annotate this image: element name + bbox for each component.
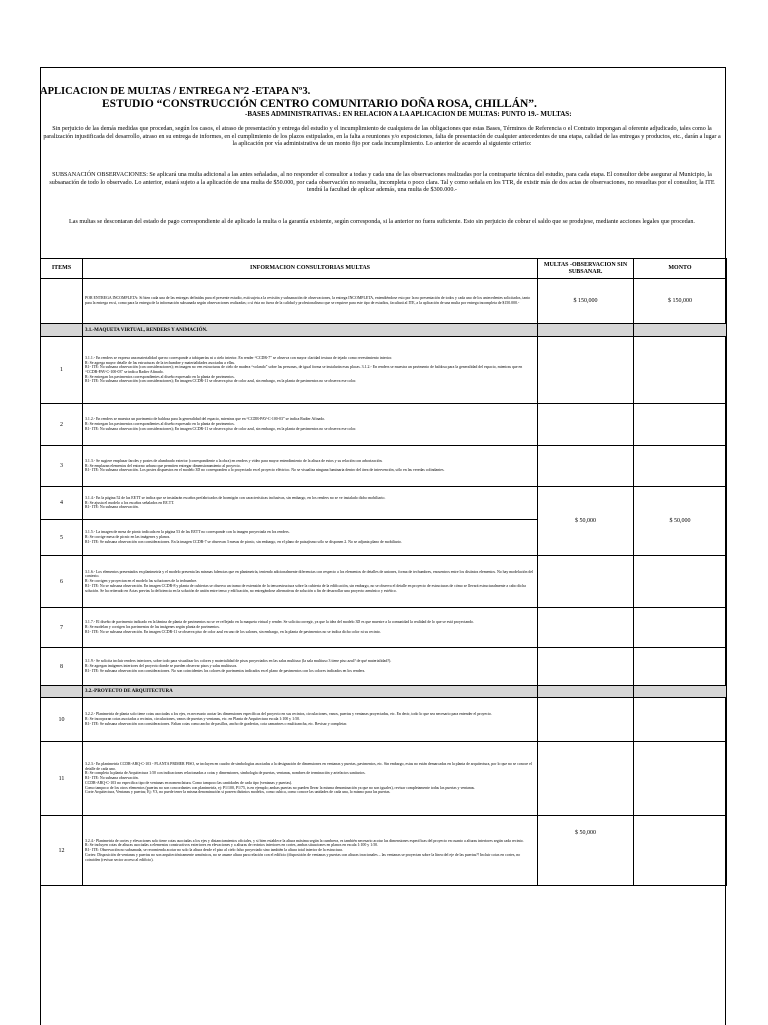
row-line: R1- ITE: No subsana observación (con consideraciones); En imagen CCDR-11 se observa piso de color azul, sin embargo, en la planta de pavimentos no se observa ese color. — [85, 379, 357, 384]
row-line: R: Se ajusta el modelo a los escaños señalados en EE.TT. — [85, 500, 175, 505]
row-item-number: 5 — [41, 520, 83, 556]
row-item-number: 10 — [41, 698, 83, 742]
row-line: R1- ITE: Observación no subsanada, se recomienda acotar no solo la altura desde el piso al cielo falso proyectado sino también la altura total interior de la estructura. — [85, 848, 343, 853]
table-row — [41, 742, 727, 816]
row-line: R1- ITE: No se subsana observación. En imagen CCDR-8 y planta de cubiertas se observa un tramo de extensión de la tensoestructura sobre la cubierta de la edificación, sin embargo, no se observa el detalle en proyecto de estructuras de cómo se llevará estructuralmente a cabo dicha solución. Se ha reiterado en Actas previas la deficiencia en la solución de unión entre tenso y edificación, no entregándose alternativas de solución a fin de desarrollar una proyecto armónico y estético. — [85, 583, 526, 593]
row-multa — [538, 648, 634, 686]
row-monto — [634, 648, 727, 686]
row-line: R: Se completa la planta de Arquitectura 1:50 con indicaciones relacionadas a cotas y dimensiones, simbología de puertas, ventanas, nombres de terminación y artefactos sanitarios. — [85, 771, 366, 776]
row-line: R1- ITE: No subsana observación (con consideraciones); en imagen no ven estructuras de cielo de madera “volando” sobre las personas, de igual forma se instalarán esas placas. 3.1.2.- En renders se muestra un pavimento de baldosa para la generalidad del espacio, mientras que en “CCDR-PAV-C-100-03” se indica Radier Afinado. — [85, 365, 523, 374]
row-multa — [538, 556, 634, 608]
row-multa — [538, 446, 634, 487]
row-text — [83, 404, 538, 446]
row-line: 3.1.3.- Se sugiere emplazar faroles y postes de alumbrado exterior (correspondiente a la obra) en renders y video para mayor entendimiento de la altura de estos y su relación con arborización. — [85, 458, 383, 463]
header-line-2: ESTUDIO “CONSTRUCCIÓN CENTRO COMUNITARIO DOÑA ROSA, CHILLÁN”. — [102, 98, 537, 110]
row-item-number: 8 — [41, 648, 83, 686]
document-header — [40, 86, 724, 119]
row-monto — [634, 556, 727, 608]
row-line: R: Se entregan los pavimentos correspondientes al diseño expresado en la planta de pavimentos. — [85, 374, 235, 379]
penalties-table — [40, 258, 727, 886]
row-item-number: 4 — [41, 487, 83, 520]
row-line: R: Se agregan imágenes interiores del proyecto donde se pueden observar pisos y salas multiusos. — [85, 664, 238, 669]
row-line: 3.1.5.- La imagen de mesa de picnic indicada en la página 53 de las EETT no corresponde con la imagen proyectada en los renders. — [85, 530, 290, 535]
section-title-2: 3.2.-PROYECTO DE ARQUITECTURA — [83, 686, 538, 698]
row-line: 3.1.1.- En renders se expresa una materialidad que no corresponde a tabiquerías ni a cielo interior. En render “CCDR-7” se observa con mayor claridad textura de tejado como revestimiento interior. — [85, 355, 393, 360]
row-multa: $ 50,000 — [538, 487, 634, 556]
row-item-number: 3 — [41, 446, 83, 487]
row-line: Como tampoco de los otros elementos (puertas no son concordantes con planimetría, ej: P1/100, P1/75, ts en ejemplo; ambas puertas no pueden llevar la misma denominación ya que no son iguales), revisar completamente todas las puertas y ventanas. — [85, 785, 476, 790]
incomplete-multa: $ 150,000 — [538, 279, 634, 324]
row-line: R1- ITE: No subsana observación. — [85, 505, 139, 510]
section-title-1: 3.1.-MAQUETA VIRTUAL, RENDERS Y ANIMACIÓN. — [83, 324, 538, 337]
row-line: R: Se incorporan cotas asociadas a recintos, circulaciones, vanos de puertas y ventanas, etc. en Planta de Arquitectura escala 1:100 y 1:50. — [85, 717, 300, 722]
row-text — [83, 698, 538, 742]
col-header-info: INFORMACION CONSULTORIAS MULTAS — [83, 259, 538, 279]
row-text — [83, 648, 538, 686]
incomplete-monto: $ 150,000 — [634, 279, 727, 324]
row-line: 3.1.9.- Se solicita incluir renders interiores, sobre todo para visualizar los colores y materialidad de pisos proyectados en las salas multiuso (la sala multiuso 3 tiene piso azul? de qué materialidad?). — [85, 659, 392, 664]
row-line: R1- ITE: Se subsana observación con consideraciones. Faltan cotas como ancho de pasillos, ancho de graderías, cota camarines o multicancha, etc. Revisar y completar. — [85, 721, 347, 726]
row-line: R1- ITE: No subsana observación. Los postes dispuestos en el modelo 3D no corresponden a lo proyectado en el proyecto eléctrico. No se visualiza ninguna luminaria dentro del área de intervención, sólo en las veredas colindantes. — [85, 468, 445, 473]
row-item-number: 7 — [41, 608, 83, 648]
row-line: R: Se incluyen cotas de alturas asociadas a elementos constructivos exteriores en elevaciones y a alturas de recintos interiores en cortes, ambas situaciones en planos en escala 1:100 y 1:50. — [85, 843, 379, 848]
col-header-monto: MONTO — [634, 259, 727, 279]
row-line: 3.1.4.- En la página 52 de las EETT se indica que se instalarán escaños prefabricados de hormigón con características inclusivas, sin embargo, en los renders no se ve instalado dicho mobiliario. — [85, 495, 386, 500]
header-line-3: -BASES ADMINISTRATIVAS.: EN RELACION A LA APLICACION DE MULTAS: PUNTO 19.- MULTAS: — [245, 110, 572, 118]
row-text — [83, 487, 538, 520]
row-line: R1- ITE: No subsana observación (con consideraciones); En imagen CCDR-11 se observa piso de color azul, sin embargo, en la planta de pavimentos no se observa ese color. — [85, 426, 357, 431]
col-header-multas: MULTAS -OBSERVACION SIN SUBSANAR. — [538, 259, 634, 279]
row-monto: $ 50,000 — [634, 487, 727, 556]
row-monto — [634, 404, 727, 446]
row-multa — [538, 608, 634, 648]
row-line: R1- ITE: No se subsana observación. En imagen CCDR-11 se observa piso de color azul en uno de los salones, sin embargo, en la planta de pavimentos no se indica dicho color ni su recinto. — [85, 629, 381, 634]
row-multa — [538, 404, 634, 446]
paragraph-subsanacion: SUBSANACIÓN OBSERVACIONES: Se aplicará una multa adicional a las antes señaladas, al no responder el consultor a todas y cada una de las observaciones realizadas por la contraparte técnica del estudio, para cada etapa. El consultor debe asegurar al Municipio, la subsanación de todo lo observado. Lo anterior, estará sujeto a la aplicación de una multa de $50.000, por cada observación no resuelta, incompleta o poco clara. Tal y como señala en los TTR, de existir más de dos actas de observaciones, no resueltas por el consultor, la ITE tendrá la facultad de aplicar además, una multa de $300.000.- — [49, 172, 715, 194]
table-header-row — [41, 259, 727, 279]
row-line: 3.2.2.- Planimetría de planta solo tiene cotas asociadas a los ejes, es necesario acotar las dimensiones específicas del proyecto en sus recintos, circulaciones, vanos, puertas y ventanas proyectadas, etc. En decir, todo lo que sea necesario para entender el proyecto. — [85, 712, 492, 717]
row-item-number: 11 — [41, 742, 83, 816]
table-row — [41, 556, 727, 608]
row-monto — [634, 337, 727, 404]
row-line: 3.2.3.- En planimetría CCDR-ARQ-C-103 - PLANTA PRIMER PISO, se incluyen en cuadro de simbologías asociadas a la designación de dimensiones en ventanas y puertas, pavimentos, etc. Sin embargo, estas no están demarcadas en la planta de arquitectura, por lo que no se conoce el detalle de cada uno. — [85, 762, 532, 771]
section-row-2 — [41, 686, 727, 698]
row-text — [83, 556, 538, 608]
incomplete-text: POR ENTREGA INCOMPLETA: Si bien cada una de las entregas definidas para el presente estudio, está sujeta a la revisión y subsanación de observaciones, la entrega INCOMPLETA, entendiéndose esto por la no presentación de todos y cada uno de los antecedentes solicitados, tanto para la entrega en sí, como para la entrega de la información subsanada según observaciones realizadas; o sí ésta no fuera de la calidad y profesionalismo que se requiere para este tipo de estudios, facultará al ITE, a la aplicación de una multa por entrega incompleta de $150.000.- — [83, 279, 538, 324]
row-line: CCDR-ARQ-C-103 no especifica tipo de ventanas en nomenclatura. Como tampoco las cantidades de cada tipo (ventanas y puertas). — [85, 780, 293, 785]
row-monto — [634, 698, 727, 742]
row-multa — [538, 698, 634, 742]
table-row-incomplete — [41, 279, 727, 324]
row-line: R: Se modelan y corrigen los pavimentos de las imágenes según planta de pavimentos. — [85, 625, 220, 630]
row-text — [83, 816, 538, 886]
table-row — [41, 648, 727, 686]
row-monto — [634, 446, 727, 487]
row-line: 3.1.7.- El diseño de pavimento indicado en la lámina de planta de pavimentos no se ve reflejado en la maqueta virtual y render. Se solicita corregir, ya que la idea del modelo 3D es que muestre a la comunidad la realidad de lo que se está proyectando. — [85, 620, 474, 625]
row-line: 3.1.2.- En renders se muestra un pavimento de baldosa para la generalidad del espacio, mientras que en “CCDR-PAV-C-100-03” se indica Radier Afinado. — [85, 417, 326, 422]
row-item-number: 2 — [41, 404, 83, 446]
row-text — [83, 520, 538, 556]
row-line: R: Se emplazan elementos del entorno urbano que permiten entregar dimensionamiento al proyecto. — [85, 463, 241, 468]
row-multa: $ 50,000 — [538, 816, 634, 886]
section-row-1 — [41, 324, 727, 337]
row-line: 3.1.6.- Los elementos presentados en planimetría y el modelo presenta las mismas falencias que en planimetría, teniendo adicionalmente diferencias con respecto a los elementos de detalles de uniones, forma de techumbres, encuentros entre los distintos elementos. No hay modelación del contexto. — [85, 569, 534, 579]
table-row — [41, 816, 727, 886]
paragraph-penalties: Sin perjuicio de las demás medidas que procedan, según los casos, el atraso de presentación y entrega del estudio y el incumplimiento de cualquiera de las obligaciones que estas Bases, Términos de Referencia o el Contrato impongan al oferente adjudicado, tales como la paralización injustificada del desarrollo, atraso en su entrega de informes, en el cumplimiento de los plazos estipulados, en la falta a reuniones y/o exposiciones, falta de presentación de cualquier antecedentes de una etapa, calidad de las entregas y productos, etc., darán a lugar a la aplicación por vía administrativa de un monto fijo por cada incumplimiento. Lo anterior de acuerdo al siguiente criterio: — [43, 126, 721, 148]
row-line: R: Se agrega mayor detalle de las estructuras de la techumbre y materialidades asociadas a ellas. — [85, 360, 235, 365]
row-text — [83, 337, 538, 404]
row-monto — [634, 742, 727, 816]
row-text — [83, 608, 538, 648]
row-item-number: 1 — [41, 337, 83, 404]
row-line: R: Se corrigen y proyectan en el modelo las soluciones de la techumbre. — [85, 579, 198, 584]
row-line: R1- ITE: Se subsana observación con consideraciones. No son coincidentes los colores de pavimentos indicados en el plano de pavimentos con los colores indicados en los renders. — [85, 668, 366, 673]
row-line: 3.2.4.- Planimetría de cortes y elevaciones solo tiene cotas asociadas a los ejes y distanciamientos oficiales, y si bien establece la altura máxima según la cumbrera, es también necesario acotar las dimensiones específicas del proyecto en cuanto a alturas interiores según cada recinto. — [85, 838, 524, 843]
table-row — [41, 337, 727, 404]
paragraph-descuento: Las multas se descontaran del estado de pago correspondiente al de aplicado la multa o la garantía existente, según corresponda, si la anterior no fuera suficiente. Esto sin perjuicio de cobrar el saldo que se produjese, mediante acciones legales que procedan. — [69, 219, 695, 225]
header-line-1: APLICACION DE MULTAS / ENTREGA Nº2 -ETAPA Nº3. — [40, 86, 311, 97]
row-multa — [538, 742, 634, 816]
col-header-items: ITEMS — [41, 259, 83, 279]
row-text — [83, 446, 538, 487]
table-row — [41, 404, 727, 446]
row-line: R1- ITE: No subsana observación. — [85, 776, 139, 781]
row-text — [83, 742, 538, 816]
row-line: R: Se entregan los pavimentos correspondientes al diseño expresado en la planta de pavimentos. — [85, 422, 235, 427]
row-line: R: Se corrige mesa de picnic en las imágenes y planos. — [85, 535, 171, 540]
row-monto — [634, 608, 727, 648]
row-monto — [634, 816, 727, 886]
row-line: Cortes: Disposición de ventanas y puertas no son arquitectónicamente armónicos, no se asume altura para relación con el edificio (disposición de ventanas y puertas con alturas irracionales – las ventanas se proyectan sobre la línea del eje de las puertas?! Incluir cotas en cortes, no coinciden (revisar sector acceso al edificio). — [85, 852, 521, 862]
row-item-number: 6 — [41, 556, 83, 608]
row-item-number: 12 — [41, 816, 83, 886]
table-row — [41, 487, 727, 520]
table-row — [41, 446, 727, 487]
row-line: Corte Arquitectura, Ventanas y puertas; Ej: V3, no puede tener la misma denominación si poseen distintos modelos, como cubica, como conoce las unidades de cada una, lo mismo para las puertas. — [85, 790, 391, 795]
table-row — [41, 608, 727, 648]
row-line: R1- ITE: Se subsana observación con consideraciones. En la imagen CCDR-7 se observan 3 mesas de picnic, sin embargo, en el plano de paisajismo sólo se disponen 2. No se adjunta plano de mobiliario. — [85, 539, 402, 544]
row-multa — [538, 337, 634, 404]
table-row — [41, 698, 727, 742]
